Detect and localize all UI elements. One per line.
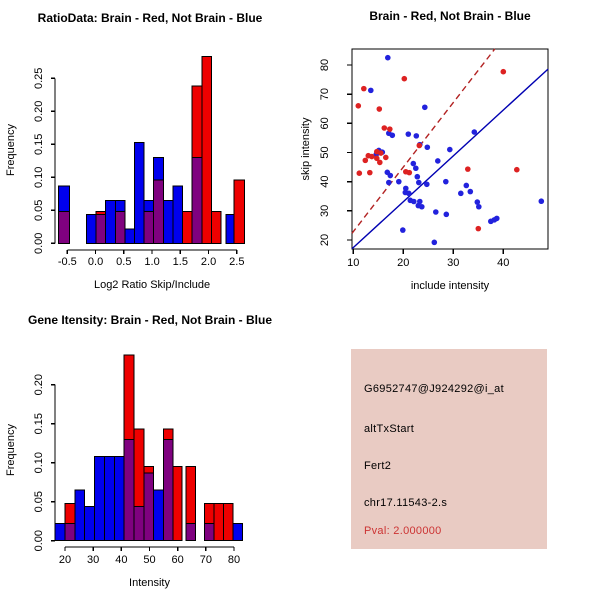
y-tick-label: 0.05 [33, 490, 45, 513]
x-tick-label: 2.5 [229, 256, 245, 268]
y-tick-label: 0.00 [33, 529, 45, 552]
hist-bar-segment [106, 200, 116, 243]
x-tick-label: 50 [143, 554, 156, 566]
not-brain-point [425, 144, 431, 150]
hist-bar-segment [173, 467, 182, 541]
hist-bar-segment [95, 456, 105, 540]
hist-bar-segment [204, 524, 214, 541]
hist-bar-segment [164, 429, 173, 439]
brain-point [363, 158, 369, 164]
brain-point [361, 86, 367, 92]
hist-bar-segment [192, 158, 202, 244]
y-tick-label: 0.20 [33, 373, 45, 396]
hist-bar-segment [234, 180, 245, 243]
x-tick-label: 2.0 [200, 256, 217, 268]
y-tick-label: 0.25 [33, 67, 45, 90]
event-type-text: altTxStart [364, 423, 415, 435]
y-tick-label: 0.10 [33, 166, 45, 189]
not-brain-point [416, 180, 422, 186]
chart-title: RatioData: Brain - Red, Not Brain - Blue [37, 11, 263, 25]
hist-bar-segment [154, 180, 164, 243]
brain-point [465, 166, 471, 172]
hist-bar-segment [85, 506, 95, 540]
not-brain-point [472, 129, 478, 135]
hist-bar-segment [115, 200, 125, 211]
hist-bar-segment [134, 429, 144, 506]
not-brain-point [414, 133, 420, 139]
intensity-scatter-panel [300, 0, 600, 300]
not-brain-point [385, 55, 391, 61]
pval-text: Pval: 2.000000 [364, 525, 442, 537]
hist-bar-segment [186, 524, 196, 541]
hist-bar-segment [202, 57, 212, 244]
not-brain-point [539, 198, 545, 204]
hist-bar-segment [164, 439, 173, 540]
brain-point [501, 69, 507, 75]
brain-point [407, 170, 413, 176]
y-tick-label: 70 [319, 88, 331, 101]
x-tick-label: 20 [397, 257, 410, 269]
brain-point [378, 150, 384, 156]
brain-point [402, 76, 408, 82]
brain-point [367, 170, 373, 176]
probe-id-text: G6952747@J924292@i_at [364, 383, 504, 395]
y-tick-label: 60 [319, 117, 331, 130]
hist-bar-segment [58, 212, 69, 244]
hist-bar-segment [55, 524, 65, 541]
x-tick-label: 1.5 [172, 256, 188, 268]
y-tick-label: 20 [319, 233, 331, 247]
x-tick-label: 80 [227, 554, 241, 566]
x-tick-label: 40 [497, 257, 510, 269]
y-axis-title: skip intensity [300, 117, 312, 181]
not-brain-point [390, 132, 396, 138]
hist-bar-segment [204, 503, 214, 523]
not-brain-point [468, 189, 474, 195]
ratio-histogram-panel [0, 0, 300, 300]
brain-point [514, 167, 520, 173]
hist-bar-segment [226, 214, 234, 243]
x-tick-label: 0.0 [87, 256, 104, 268]
not-brain-point [444, 212, 450, 218]
y-tick-label: 40 [319, 175, 331, 188]
not-brain-point [415, 174, 421, 180]
hist-bar-segment [211, 212, 221, 244]
hist-bar-segment [144, 467, 154, 473]
ratio-histogram-svg [0, 0, 300, 300]
chart-title: Brain - Red, Not Brain - Blue [369, 9, 531, 23]
hist-bar-segment [65, 524, 75, 541]
gene-histogram-svg [0, 300, 300, 600]
gene-info-box [351, 349, 547, 549]
x-tick-label: 60 [171, 554, 184, 566]
hist-bar-segment [192, 86, 202, 157]
hist-bar-segment [135, 142, 145, 243]
hist-bar-segment [114, 456, 124, 540]
x-tick-label: 10 [347, 257, 360, 269]
y-tick-label: 0.10 [33, 451, 45, 474]
brain-point [377, 106, 383, 112]
not-brain-point [400, 227, 406, 233]
y-axis-title: Frequency [5, 124, 17, 176]
gene-histogram-panel [0, 300, 300, 600]
location-text: chr17.11543-2.s [364, 497, 448, 509]
hist-bar-segment [233, 524, 243, 541]
intensity-scatter-svg [300, 0, 600, 300]
hist-bar-segment [183, 212, 193, 244]
hist-bar-segment [186, 467, 196, 524]
hist-bar-segment [96, 212, 106, 215]
x-axis-title: Intensity [129, 577, 170, 589]
y-tick-label: 80 [319, 58, 331, 72]
not-brain-point [432, 240, 438, 246]
y-axis-title: Frequency [5, 424, 17, 476]
not-brain-point [422, 104, 428, 110]
not-brain-point [494, 216, 500, 222]
gene-info-panel [300, 300, 600, 600]
not-brain-point [396, 179, 402, 185]
y-tick-label: 0.05 [33, 199, 45, 222]
y-tick-label: 0.15 [33, 412, 45, 435]
hist-bar-segment [134, 506, 144, 540]
x-axis-title: Log2 Ratio Skip/Include [93, 279, 211, 291]
x-tick-label: 70 [199, 554, 212, 566]
not-brain-point [386, 180, 392, 186]
hist-bar-segment [163, 200, 173, 243]
x-tick-label: 1.0 [144, 256, 160, 268]
not-brain-point [413, 165, 419, 171]
brain-point [369, 154, 375, 160]
gene-name-text: Fert2 [364, 460, 392, 472]
hist-bar-segment [124, 439, 134, 540]
not-brain-point [476, 204, 482, 210]
hist-bar-segment [144, 200, 154, 211]
hist-bar-segment [87, 214, 97, 243]
y-tick-label: 50 [319, 146, 331, 159]
not-brain-point [433, 209, 439, 215]
hist-bar-segment [115, 212, 125, 244]
x-axis-title: include intensity [410, 280, 490, 292]
x-tick-label: -0.5 [57, 256, 77, 268]
x-tick-label: 30 [447, 257, 460, 269]
not-brain-point [464, 183, 470, 189]
x-tick-label: 30 [87, 554, 100, 566]
not-brain-point [411, 199, 417, 205]
hist-bar-segment [75, 490, 85, 541]
y-tick-label: 0.20 [33, 100, 45, 123]
not-brain-fit-line [352, 69, 548, 249]
y-tick-label: 0.00 [33, 232, 45, 255]
not-brain-point [406, 131, 412, 137]
hist-bar-segment [154, 490, 164, 541]
brain-point [356, 103, 362, 109]
hist-bar-segment [125, 229, 135, 244]
not-brain-point [435, 158, 441, 164]
not-brain-point [368, 88, 374, 94]
not-brain-point [406, 191, 412, 197]
hist-bar-segment [104, 456, 114, 540]
hist-bar-segment [144, 473, 154, 541]
x-tick-label: 0.5 [116, 256, 132, 268]
brain-point [476, 226, 482, 232]
chart-title: Gene Itensity: Brain - Red, Not Brain - Blue [27, 313, 273, 327]
x-tick-label: 40 [115, 554, 128, 566]
hist-bar-segment [65, 503, 75, 523]
not-brain-point [419, 204, 425, 210]
brain-point [357, 170, 363, 176]
brain-point [377, 160, 383, 166]
y-tick-label: 30 [319, 204, 331, 217]
not-brain-point [447, 147, 453, 153]
hist-bar-segment [124, 355, 134, 439]
hist-bar-segment [96, 214, 106, 243]
brain-point [383, 155, 389, 161]
hist-bar-segment [224, 503, 234, 540]
not-brain-point [388, 173, 394, 179]
hist-bar-segment [214, 503, 224, 540]
hist-bar-segment [144, 212, 154, 244]
not-brain-point [424, 181, 430, 187]
brain-point [382, 125, 388, 131]
brain-point [417, 143, 423, 149]
y-tick-label: 0.15 [33, 133, 45, 156]
hist-bar-segment [58, 186, 69, 212]
hist-bar-segment [173, 186, 183, 243]
brain-point [387, 126, 393, 132]
not-brain-point [458, 191, 464, 197]
hist-bar-segment [154, 158, 164, 180]
not-brain-point [443, 179, 449, 185]
x-tick-label: 20 [58, 554, 72, 566]
